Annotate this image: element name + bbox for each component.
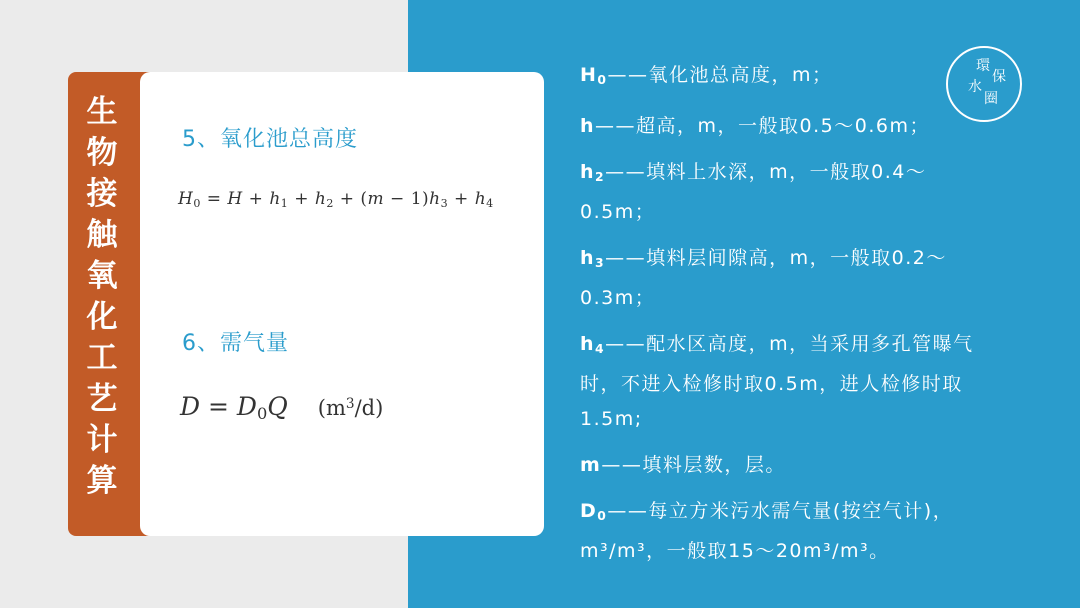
- definition-item: $h_3——$填料层间隙高，m，一般取0.2～0.3m；: [580, 247, 947, 310]
- title-char: 工: [86, 340, 118, 376]
- section-heading-height: 5、氧化池总高度: [182, 127, 358, 152]
- title-char: 接: [86, 176, 118, 212]
- definition-item: $D_0——$每立方米污水需气量(按空气计)，m³/m³，一般取15～20m³/m³。: [580, 500, 954, 563]
- content-card: [140, 72, 544, 536]
- definition-item: m——填料层数，层。: [580, 454, 786, 477]
- section-heading-air-demand: 6、需气量: [182, 331, 289, 356]
- title-char: 计: [86, 422, 118, 458]
- title-char: 氧: [86, 258, 118, 294]
- formula-unit: $(m^3/d)$: [317, 396, 384, 420]
- title-char: 算: [86, 463, 118, 499]
- logo-char: 水: [968, 79, 982, 95]
- definitions-list: [580, 58, 1000, 580]
- logo-char: 圈: [984, 91, 998, 107]
- formula-total-height: $H_0 = H + h_1 + h_2 + (m - 1)h_3 + h_4$: [178, 189, 494, 210]
- title-char: 物: [86, 135, 118, 171]
- formula-air-demand: $D = D_0Q$ $(m^3/d)$: [180, 392, 384, 424]
- title-char: 触: [86, 217, 118, 253]
- title-char: 生: [86, 94, 118, 130]
- vertical-title: [74, 92, 130, 502]
- brand-logo: [946, 46, 1022, 122]
- title-char: 艺: [86, 381, 118, 417]
- definition-item: h——超高，m，一般取0.5～0.6m；: [580, 115, 930, 138]
- definition-item: $H_0——$氧化池总高度，m；: [580, 64, 833, 88]
- logo-char: 環: [976, 58, 990, 74]
- title-char: 化: [86, 299, 118, 335]
- definition-item: $h_4——$配水区高度，m，当采用多孔管曝气时，不进入检修时取0.5m，进人检修时取1.5m;: [580, 333, 974, 431]
- definition-item: $h_2——$填料上水深，m，一般取0.4～0.5m；: [580, 161, 927, 224]
- logo-char: 保: [992, 69, 1006, 85]
